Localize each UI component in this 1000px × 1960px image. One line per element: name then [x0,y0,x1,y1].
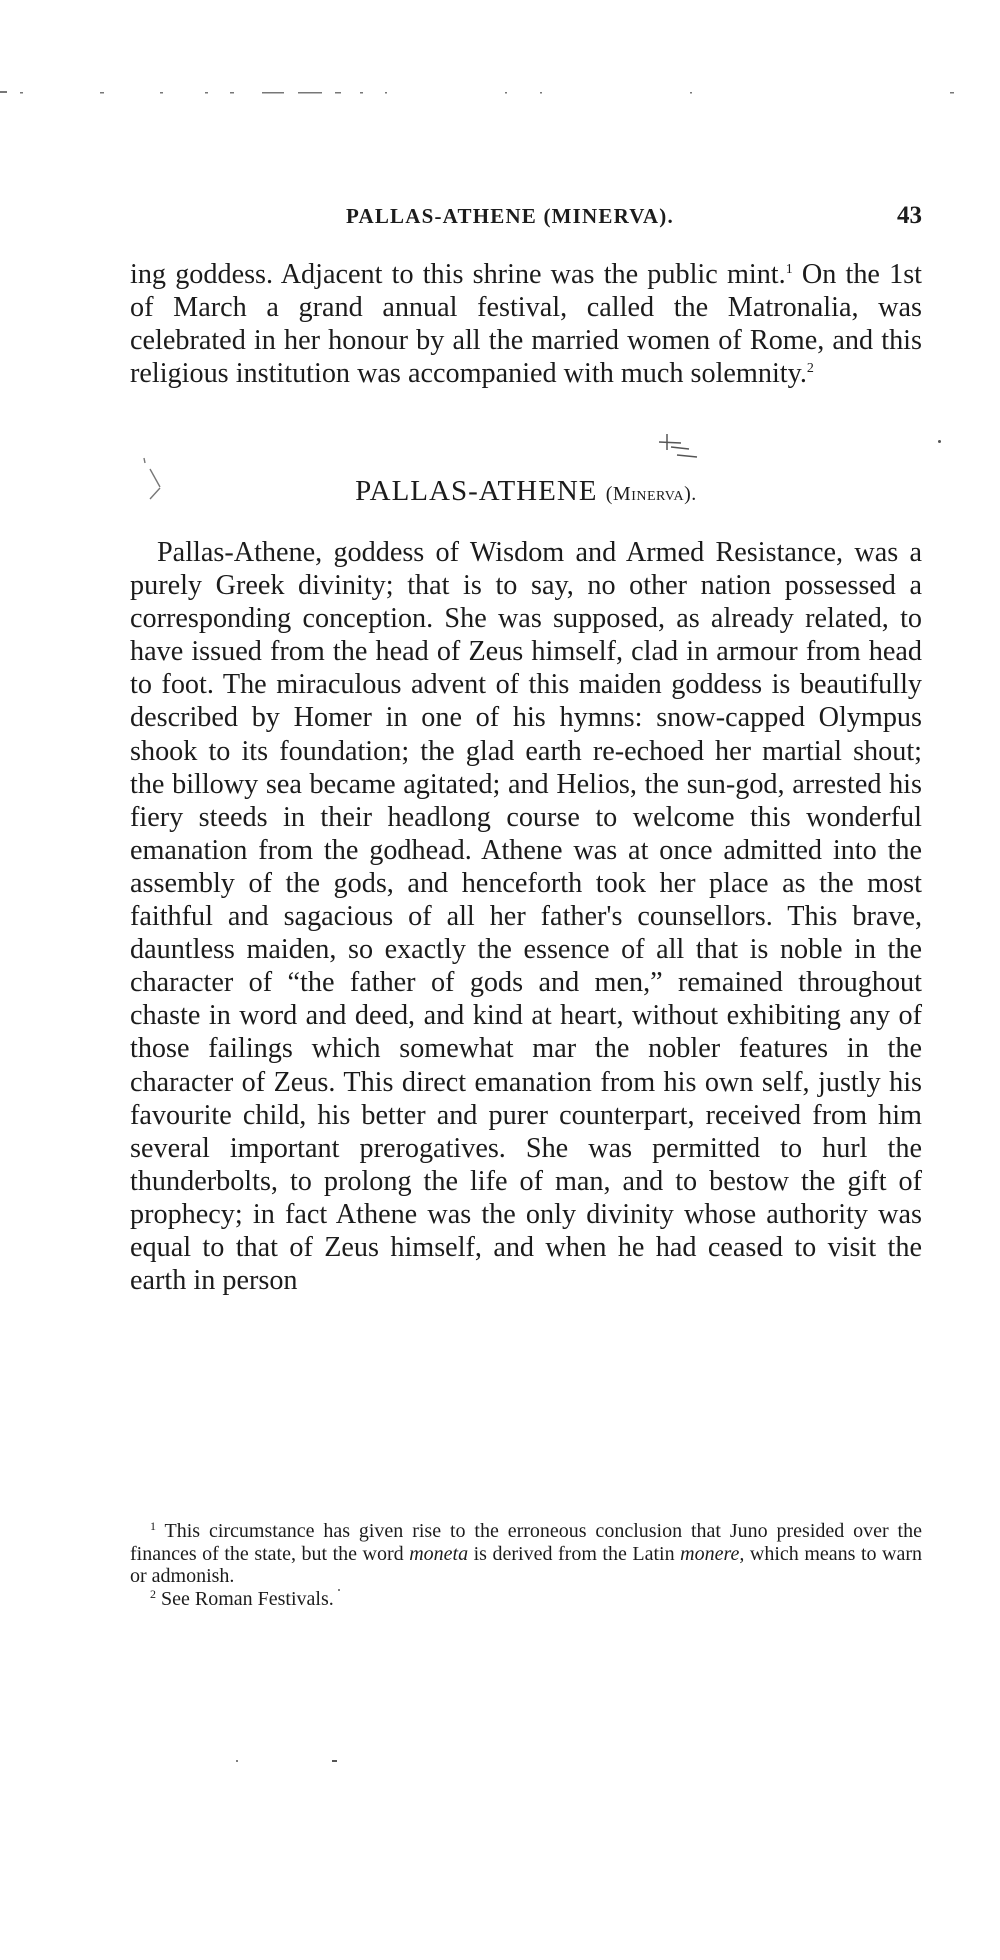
continuation-text-2: On the 1st of March a grand annual festival, called the Matronalia, was celebrated in her honour by all the married women of Rome, and this religious institution was accompanied with much solemnity. [130,259,923,390]
continuation-paragraph [130,258,922,390]
printer-ornament-mark [655,430,705,462]
footnote-1 [130,1520,922,1588]
footnotes [130,1520,922,1610]
scan-speck [332,1760,337,1762]
running-title-main: PALLAS-ATHENE [346,204,538,228]
footnote-ref-2: 2 [806,361,814,377]
body-text: Pallas-Athene, goddess of Wisdom and Armed Resistance, was a purely Greek divinity; that is to say, no other nation possessed a corresponding conception. She was supposed, as already related, to have issued from the head of Zeus himself, clad in armour from head to foot. The miraculous advent of this maiden goddess is beautifully described by Homer in one of his hymns: snow-capped Olympus shook to its foundation; the glad earth re-echoed her martial shout; the billowy sea became agitated; and Helios, the sun-god, arrested his fiery steeds in their headlong course to welcome this wonderful emanation from the godhead. Athene was at once admitted into the assembly of the gods, and henceforth took her place as the most faithful and sagacious of all her father's counsellors. This brave, dauntless maiden, so exactly the essence of all that is noble in the character of “the father of gods and men,” remained throughout chaste in word and deed, and kind at heart, without exhibiting any of those failings which somewhat mar the nobler features in the character of Zeus. This direct emanation from his own self, justly his favourite child, his better and purer counterpart, received from him several important prerogatives. She was permitted to hurl the thunderbolts, to prolong the life of man, and to bestow the gift of prophecy; in fact Athene was the only divinity whose authority was equal to that of Zeus himself, and when he had ceased to visit the earth in person [130,537,922,1297]
scan-edge-noise [0,88,1000,98]
running-title [346,204,674,229]
scan-speck [938,440,941,443]
footnote-2-marker: 2 [150,1586,156,1601]
footnote-1-term-moneta: moneta [409,1542,469,1565]
footnote-2-text: See Roman Festivals. [156,1587,334,1610]
running-title-paren: (MINERVA). [543,204,674,228]
footnote-1-text-c: which means to warn or admonish. [130,1542,923,1587]
running-header [130,204,922,236]
section-heading-title: PALLAS-ATHENE [355,475,598,507]
body-paragraph [130,536,922,1297]
footnote-1-marker: 1 [150,1519,156,1533]
page-number: 43 [897,202,922,229]
scan-speck [338,1589,340,1591]
footnote-1-text-a: This circumstance has given rise to the erroneous conclusion that Juno presided over the finances of the state, but the word [130,1520,922,1565]
footnote-ref-1: 1 [785,262,793,277]
footnote-1-text-b: is derived from the Latin [468,1542,681,1565]
continuation-text-1: ing goddess. Adjacent to this shrine was the public mint. [130,259,786,290]
section-subheading: (Minerva). [605,483,697,505]
section-heading [130,475,922,508]
scan-speck [236,1760,238,1762]
footnote-2 [130,1588,922,1611]
footnote-1-term-monere: monere, [680,1542,745,1565]
